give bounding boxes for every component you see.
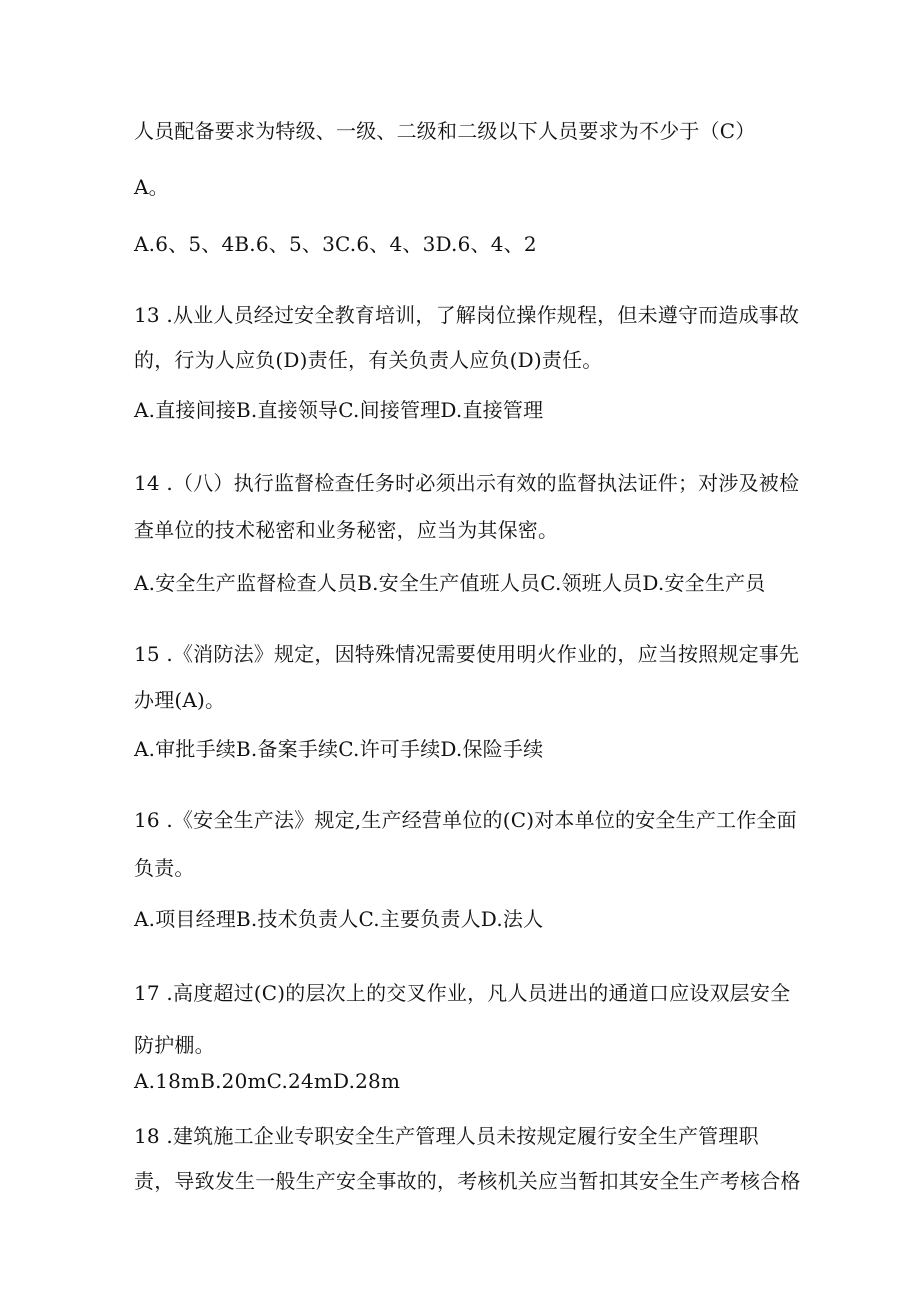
question-16-options: A.项目经理B.技术负责人C.主要负责人D.法人 [134,907,544,931]
question-18-line-1: 18 .建筑施工企业专职安全生产管理人员未按规定履行安全生产管理职 [134,1124,759,1148]
question-16-line-1: 16 .《安全生产法》规定,生产经营单位的(C)对本单位的安全生产工作全面 [134,808,797,832]
question-17-line-1: 17 .高度超过(C)的层次上的交叉作业，凡人员进出的通道口应设双层安全 [134,981,791,1005]
question-15-options: A.审批手续B.备案手续C.许可手续D.保险手续 [134,737,544,761]
question-15-line-1: 15 .《消防法》规定，因特殊情况需要使用明火作业的，应当按照规定事先 [134,642,800,666]
question-13-line-2: 的，行为人应负(D)责任，有关负责人应负(D)责任。 [134,348,603,372]
question-17-options: A.18mB.20mC.24mD.28m [134,1069,401,1093]
question-13-line-1: 13 .从业人员经过安全教育培训，了解岗位操作规程，但未遵守而造成事故 [134,303,800,327]
question-17-line-2: 防护棚。 [134,1033,215,1057]
question-14-line-1: 14 .（八）执行监督检查任务时必须出示有效的监督执法证件；对涉及被检 [134,471,800,495]
intro-text-line-1: 人员配备要求为特级、一级、二级和二级以下人员要求为不少于（C） [134,119,756,143]
question-16-line-2: 负责。 [134,856,195,880]
question-14-options: A.安全生产监督检查人员B.安全生产值班人员C.领班人员D.安全生产员 [134,571,766,595]
intro-options: A.6、5、4B.6、5、3C.6、4、3D.6、4、2 [134,232,537,256]
intro-text-line-2: A。 [134,175,169,199]
question-13-options: A.直接间接B.直接领导C.间接管理D.直接管理 [134,398,544,422]
question-18-line-2: 责，导致发生一般生产安全事故的，考核机关应当暂扣其安全生产考核合格 [134,1169,801,1193]
question-15-line-2: 办理(A)。 [134,688,226,712]
question-14-line-2: 查单位的技术秘密和业务秘密，应当为其保密。 [134,518,559,542]
